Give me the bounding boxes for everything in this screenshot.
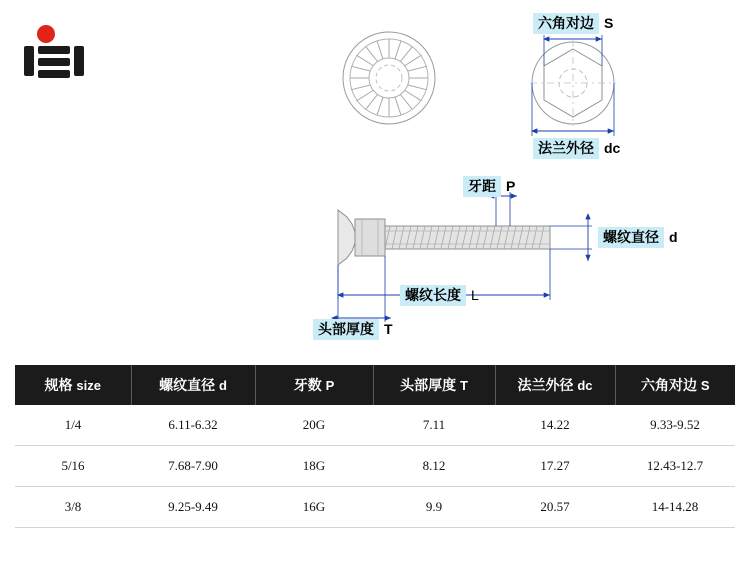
brand-logo: [24, 25, 84, 78]
column-header-head-thickness-unit: T: [459, 378, 468, 393]
column-header-across-flats-label: 六角对边: [640, 377, 697, 393]
callout-label-flange-outer-diameter: 法兰外径: [533, 138, 599, 159]
column-header-thread-diameter-label: 螺纹直径: [159, 377, 216, 393]
cell-thread-diameter: 6.11-6.32: [131, 405, 255, 446]
cell-thread-diameter: 7.68-7.90: [131, 446, 255, 487]
cell-thread-diameter: 9.25-9.49: [131, 487, 255, 528]
column-header-head-thickness: [373, 365, 495, 405]
callout-head-thickness: [313, 319, 393, 340]
flange-bottom-serration-view: [343, 32, 435, 124]
hex-head-top-view: [530, 35, 616, 136]
callout-hex-across-flats: [533, 13, 613, 34]
cell-pitch: 18G: [255, 446, 373, 487]
cell-size: 5/16: [15, 446, 131, 487]
column-header-pitch: [255, 365, 373, 405]
callout-thread-pitch: [463, 176, 515, 197]
callout-thread-length: [400, 285, 479, 306]
table-row: [15, 487, 735, 528]
cell-flange-diameter: 17.27: [495, 446, 615, 487]
callout-label-hex-across-flats: 六角对边: [533, 13, 599, 34]
column-header-size-label: 规格: [44, 377, 73, 393]
column-header-pitch-unit: P: [325, 378, 335, 393]
callout-flange-outer-diameter: [533, 138, 620, 159]
cell-size: 1/4: [15, 405, 131, 446]
column-header-thread-diameter-unit: d: [218, 378, 227, 393]
column-header-across-flats-unit: S: [700, 378, 710, 393]
callout-label-thread-length: 螺纹长度: [400, 285, 466, 306]
cell-size: 3/8: [15, 487, 131, 528]
callout-label-thread-pitch: 牙距: [463, 176, 501, 197]
cell-across-flats: 14-14.28: [615, 487, 735, 528]
cell-head-thickness: 8.12: [373, 446, 495, 487]
cell-head-thickness: 7.11: [373, 405, 495, 446]
callout-label-thread-diameter: 螺纹直径: [598, 227, 664, 248]
cell-head-thickness: 9.9: [373, 487, 495, 528]
callout-symbol-thread-pitch: P: [506, 178, 516, 195]
cell-across-flats: 12.43-12.7: [615, 446, 735, 487]
table-header-row: [15, 365, 735, 405]
column-header-size: [15, 365, 131, 405]
column-header-flange-diameter-unit: dc: [577, 378, 593, 393]
callout-thread-diameter: [598, 227, 678, 248]
column-header-thread-diameter: [131, 365, 255, 405]
callout-symbol-head-thickness: T: [384, 321, 393, 338]
cell-pitch: 16G: [255, 487, 373, 528]
column-header-flange-diameter: [495, 365, 615, 405]
callout-symbol-thread-length: L: [471, 287, 479, 304]
table-row: [15, 405, 735, 446]
cell-flange-diameter: 20.57: [495, 487, 615, 528]
callout-symbol-flange-outer-diameter: dc: [604, 140, 621, 157]
column-header-across-flats: [615, 365, 735, 405]
callout-symbol-hex-across-flats: S: [604, 15, 614, 32]
specification-table: [15, 365, 735, 528]
column-header-pitch-label: 牙数: [293, 377, 322, 393]
cell-pitch: 20G: [255, 405, 373, 446]
column-header-size-unit: size: [76, 378, 101, 393]
cell-flange-diameter: 14.22: [495, 405, 615, 446]
callout-symbol-thread-diameter: d: [669, 229, 678, 246]
column-header-head-thickness-label: 头部厚度: [400, 377, 457, 393]
table-row: [15, 446, 735, 487]
column-header-flange-diameter-label: 法兰外径: [517, 377, 574, 393]
callout-label-head-thickness: 头部厚度: [313, 319, 379, 340]
cell-across-flats: 9.33-9.52: [615, 405, 735, 446]
